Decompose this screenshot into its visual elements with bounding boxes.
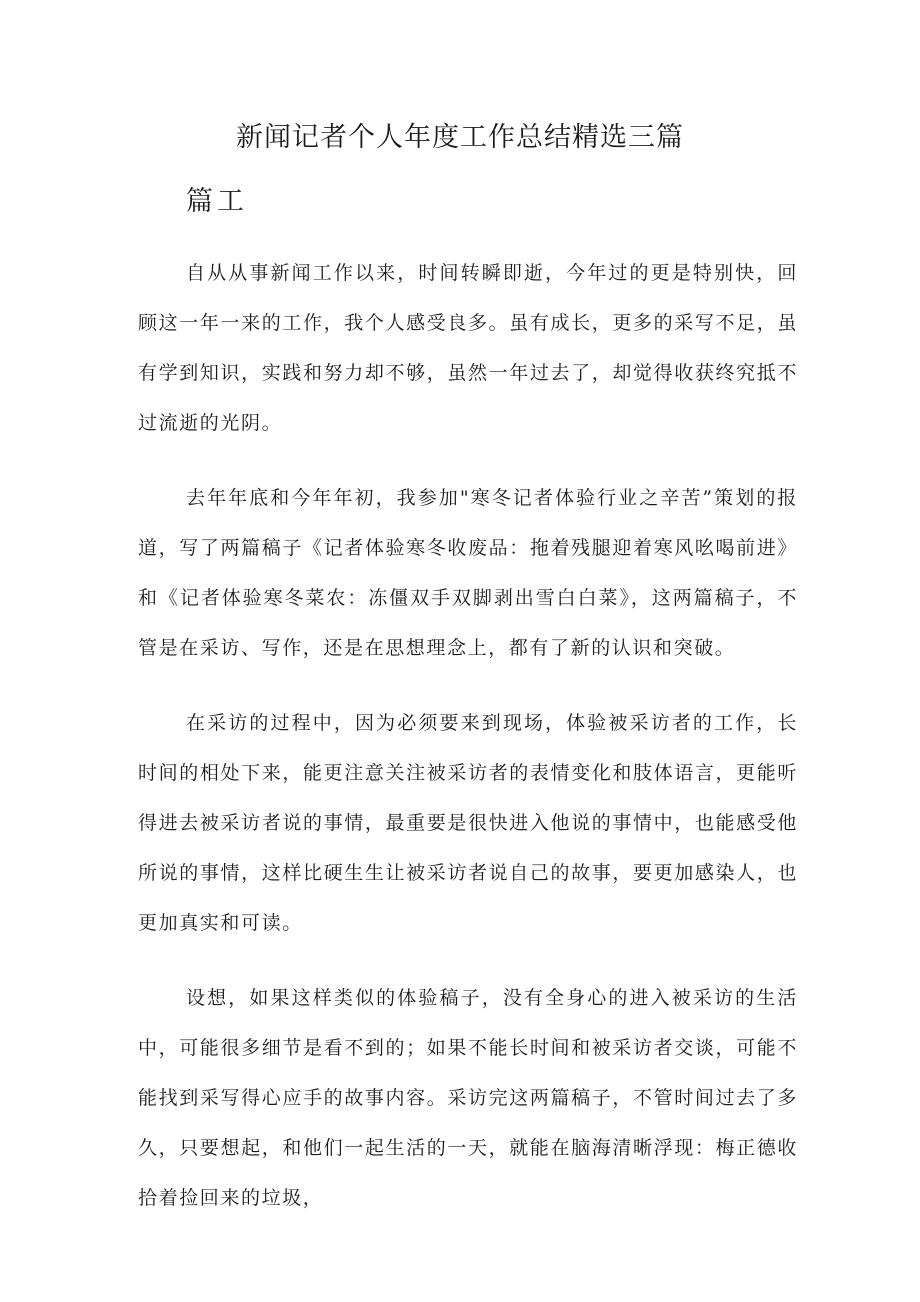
paragraph-1: 自从从事新闻工作以来，时间转瞬即逝，今年过的更是特别快，回顾这一年一来的工作，我个人感受良多。虽有成长，更多的采写不足，虽有学到知识，实践和努力却不够，虽然一年过去了，却觉得收获终究抵不过流逝的光阴。 bbox=[138, 262, 798, 434]
document-body bbox=[138, 248, 798, 1248]
paragraph-4: 设想，如果这样类似的体验稿子，没有全身心的进入被采访的生活中，可能很多细节是看不到的；如果不能长时间和被采访者交谈，可能不能找到采写得心应手的故事内容。采访完这两篇稿子，不管时间过去了多久，只要想起，和他们一起生活的一天，就能在脑海清晰浮现：梅正德收拾着捡回来的垃圾， bbox=[138, 987, 798, 1209]
section-heading: 篇工 bbox=[186, 186, 248, 217]
document-title: 新闻记者个人年度工作总结精选三篇 bbox=[236, 122, 684, 153]
paragraph-2: 去年年底和今年年初，我参加"寒冬记者体验行业之辛苦”策划的报道，写了两篇稿子《记者体验寒冬收废品：拖着残腿迎着寒风吆喝前进》和《记者体验寒冬菜农：冻僵双手双脚剥出雪白白菜》，这两篇稿子，不管是在采访、写作，还是在思想理念上，都有了新的认识和突破。 bbox=[138, 487, 798, 659]
paragraph-3: 在采访的过程中，因为必须要来到现场，体验被采访者的工作，长时间的相处下来，能更注意关注被采访者的表情变化和肢体语言，更能听得进去被采访者说的事情，最重要是很快进入他说的事情中，也能感受他所说的事情，这样比硬生生让被采访者说自己的故事，要更加感染人，也更加真实和可读。 bbox=[138, 712, 798, 934]
